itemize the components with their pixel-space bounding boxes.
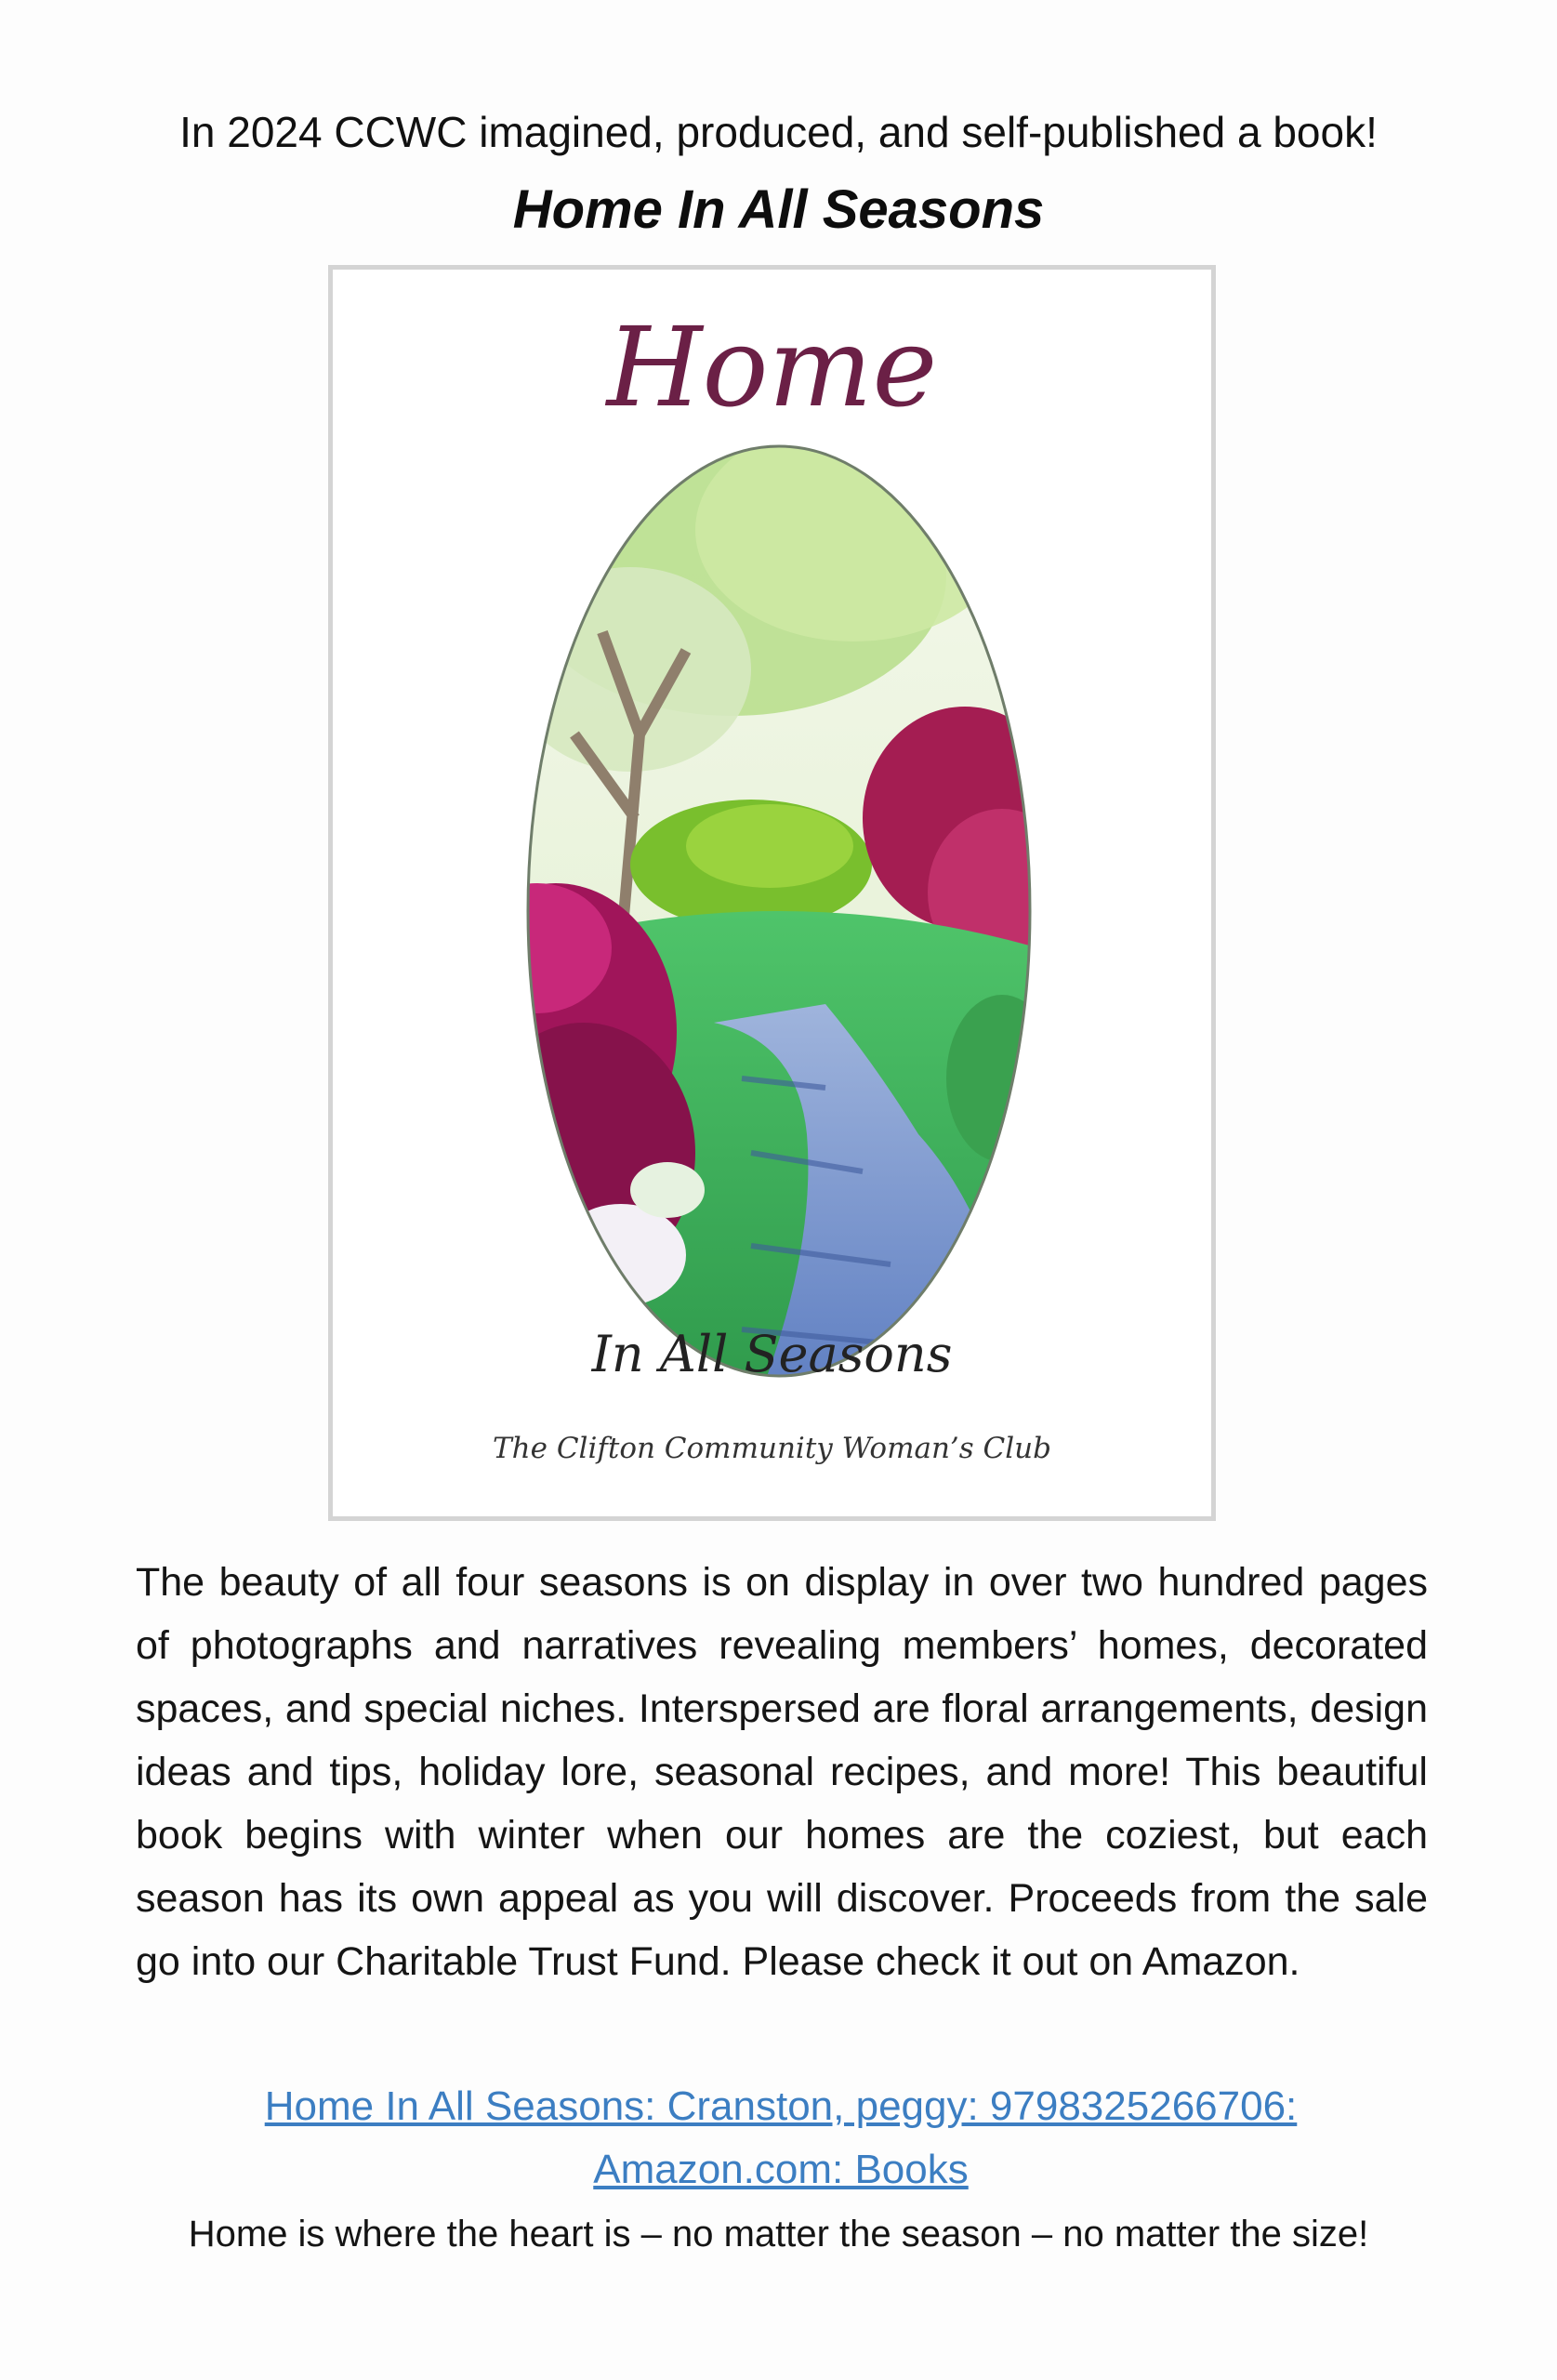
- cover-garden-image: [519, 428, 1039, 1395]
- cover-subtitle: In All Seasons: [591, 1325, 953, 1383]
- cover-publisher: The Clifton Community Woman’s Club: [493, 1432, 1051, 1465]
- cover-title: Home: [606, 303, 938, 431]
- book-title: Home In All Seasons: [512, 179, 1045, 240]
- book-description: The beauty of all four seasons is on display in over two hundred pages of photographs and narratives revealing members’ homes, decorated spaces, and special niches. Interspersed are floral arrangements, design ideas and tips, holiday lore, seasonal recipes, and more! This beautiful book begins with winter when our homes are the coziest, but each season has its own appeal as you will discover. Proceeds from the sale go into our Charitable Trust Fund. Please check it out on Amazon.: [136, 1560, 1428, 1984]
- book-cover: [328, 265, 1216, 1521]
- amazon-link[interactable]: Home In All Seasons: Cranston, peggy: 9798325266706: Amazon.com: Books: [264, 2083, 1298, 2192]
- closing-line: Home is where the heart is – no matter the season – no matter the size!: [188, 2214, 1369, 2254]
- intro-heading: In 2024 CCWC imagined, produced, and self-published a book!: [179, 108, 1378, 156]
